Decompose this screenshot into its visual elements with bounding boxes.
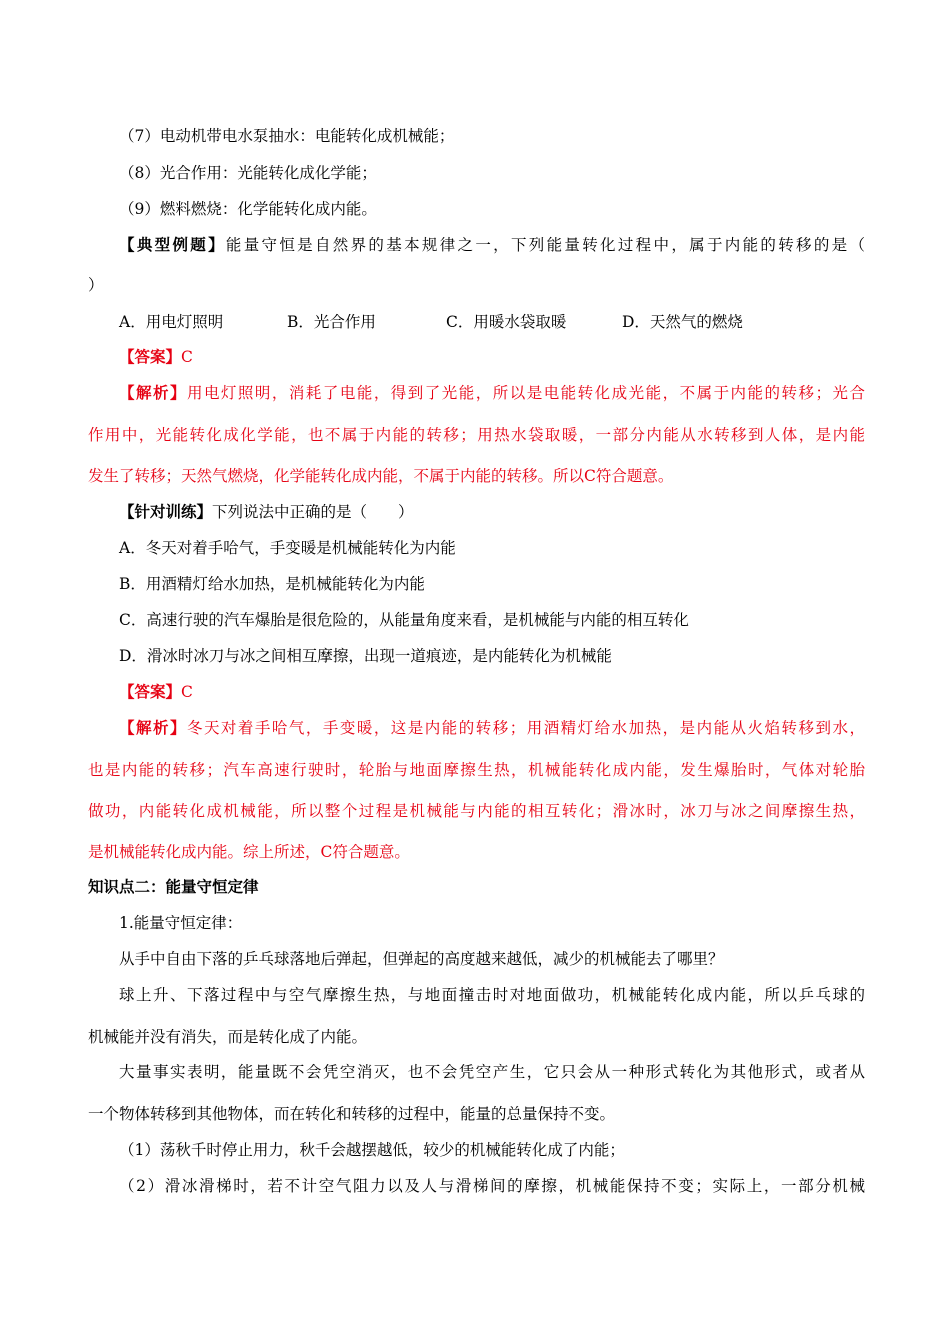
- section-paragraph-1: 从手中自由下落的乒乓球落地后弹起，但弹起的高度越来越低，减少的机械能去了哪里？: [119, 950, 724, 968]
- example-option-c: C．用暖水袋取暖: [446, 313, 567, 331]
- section-paragraph-3-line1: 大量事实表明，能量既不会凭空消灭，也不会凭空产生，它只会从一种形式转化为其他形式，或者从: [119, 1063, 865, 1081]
- example-tag: 【典型例题】: [119, 235, 226, 254]
- section-item-1: （1）荡秋千时停止用力，秋千会越摆越低，较少的机械能转化成了内能；: [119, 1141, 625, 1159]
- example-answer-value: C: [181, 348, 193, 366]
- example-analysis-text1: 用电灯照明，消耗了电能，得到了光能，所以是电能转化成光能，不属于内能的转移；光合: [186, 384, 865, 402]
- practice-answer: [119, 682, 193, 702]
- example-answer: [119, 347, 193, 367]
- example-analysis-line1: [119, 383, 865, 403]
- example-option-d: D．天然气的燃烧: [622, 313, 743, 331]
- practice-stem-text: 下列说法中正确的是（ ）: [212, 503, 414, 521]
- practice-analysis-line1: [119, 718, 865, 738]
- practice-analysis-text1: 冬天对着手哈气，手变暖，这是内能的转移；用酒精灯给水加热，是内能从火焰转移到水，: [186, 719, 865, 737]
- example-stem-text: 能量守恒是自然界的基本规律之一，下列能量转化过程中，属于内能的转移的是（: [225, 236, 865, 254]
- text-line-9: （9）燃料燃烧：化学能转化成内能。: [119, 200, 377, 218]
- section-heading: 知识点二：能量守恒定律: [88, 878, 259, 896]
- example-analysis-line2: 作用中，光能转化成化学能，也不属于内能的转移；用热水袋取暖，一部分内能从水转移到人体，是内能: [88, 426, 865, 444]
- section-paragraph-2-line2: 机械能并没有消失，而是转化成了内能。: [88, 1028, 368, 1046]
- example-option-a: A．用电灯照明: [119, 313, 224, 331]
- example-stem-line2: ）: [88, 276, 104, 294]
- text-line-8: （8）光合作用：光能转化成化学能；: [119, 164, 377, 182]
- practice-analysis-line4: 是机械能转化成内能。综上所述，C符合题意。: [88, 843, 410, 861]
- practice-answer-value: C: [181, 683, 193, 701]
- practice-option-a: A．冬天对着手哈气，手变暖是机械能转化为内能: [119, 539, 456, 557]
- example-option-b: B．光合作用: [287, 313, 376, 331]
- example-analysis-line3: 发生了转移；天然气燃烧，化学能转化成内能，不属于内能的转移。所以C符合题意。: [88, 467, 674, 485]
- practice-option-c: C．高速行驶的汽车爆胎是很危险的，从能量角度来看，是机械能与内能的相互转化: [119, 611, 689, 629]
- practice-answer-tag: 【答案】: [119, 682, 182, 701]
- example-analysis-tag: 【解析】: [119, 383, 187, 402]
- section-paragraph-2-line1: 球上升、下落过程中与空气摩擦生热，与地面撞击时对地面做功，机械能转化成内能，所以乒乓球的: [119, 986, 865, 1004]
- section-paragraph-3-line2: 一个物体转移到其他物体，而在转化和转移的过程中，能量的总量保持不变。: [88, 1105, 616, 1123]
- practice-stem: [119, 502, 414, 522]
- example-stem-line1: [119, 235, 865, 255]
- text-line-7: （7）电动机带电水泵抽水：电能转化成机械能；: [119, 127, 455, 145]
- practice-analysis-tag: 【解析】: [119, 718, 187, 737]
- practice-analysis-line2: 也是内能的转移；汽车高速行驶时，轮胎与地面摩擦生热，机械能转化成内能，发生爆胎时，气体对轮胎: [88, 761, 865, 779]
- practice-analysis-line3: 做功，内能转化成机械能，所以整个过程是机械能与内能的相互转化；滑冰时，冰刀与冰之间摩擦生热，: [88, 802, 865, 820]
- practice-option-d: D．滑冰时冰刀与冰之间相互摩擦，出现一道痕迹，是内能转化为机械能: [119, 647, 612, 665]
- practice-tag: 【针对训练】: [119, 502, 213, 521]
- example-answer-tag: 【答案】: [119, 347, 182, 366]
- section-item-2: （2）滑冰滑梯时，若不计空气阻力以及人与滑梯间的摩擦，机械能保持不变；实际上，一部分机械: [119, 1177, 865, 1195]
- section-subheading: 1.能量守恒定律：: [119, 914, 243, 932]
- practice-option-b: B．用酒精灯给水加热，是机械能转化为内能: [119, 575, 425, 593]
